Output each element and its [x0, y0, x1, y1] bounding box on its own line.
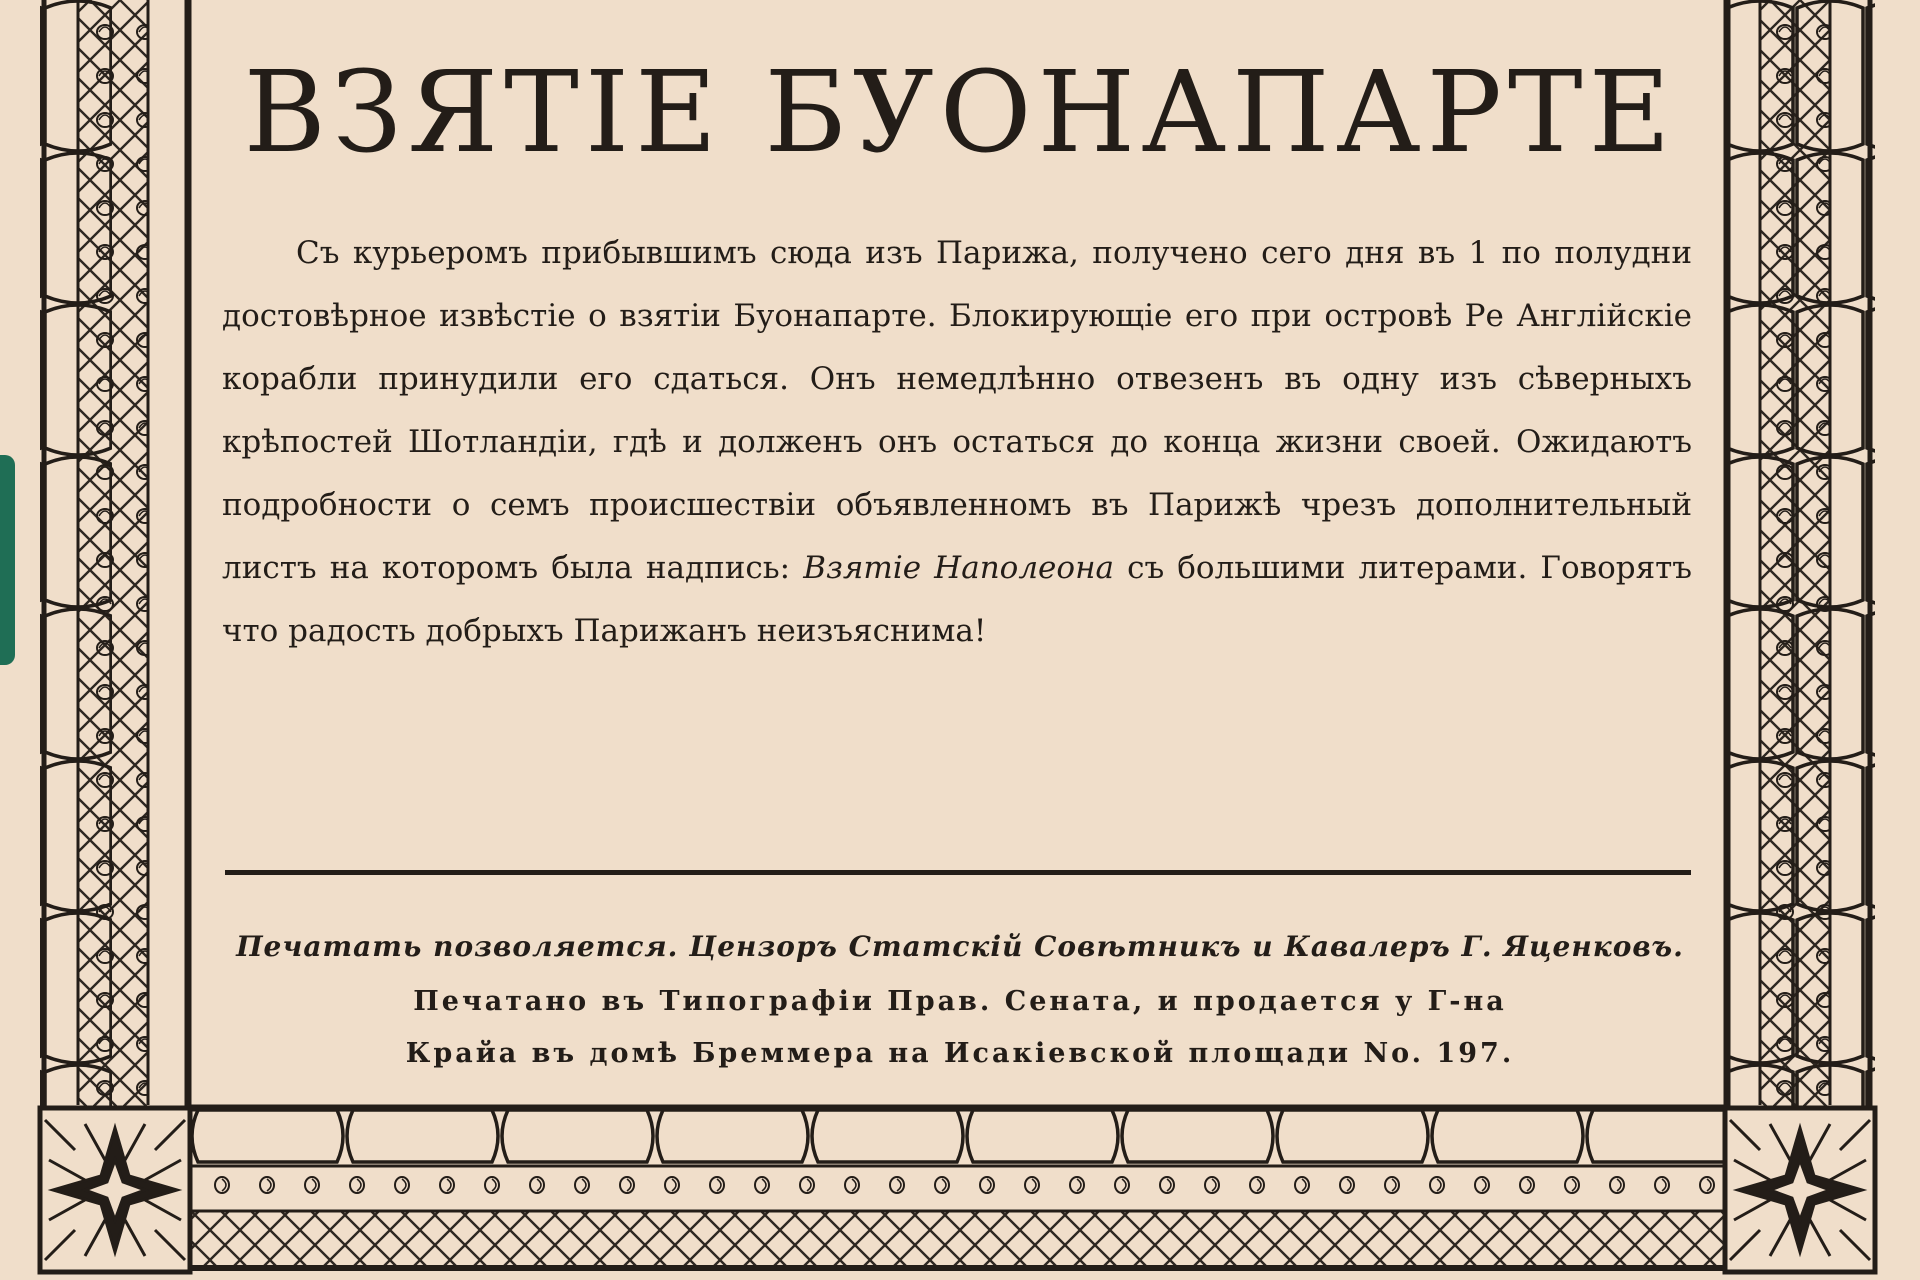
imprint-block [205, 918, 1715, 1080]
divider-rule [225, 870, 1691, 875]
corner-ornament-left [40, 1108, 190, 1272]
imprint-censor-line: Печатать позволяется. Цензоръ Статскій Совѣтникъ и Кавалеръ Г. Яценковъ. [236, 930, 1684, 963]
notice-content [205, 0, 1715, 1100]
notice-body [222, 222, 1692, 663]
imprint-address-line: Крайа въ домѣ Бреммера на Исакіевской площади No. 197. [405, 1038, 1515, 1069]
body-italic-phrase: Взятіе Наполеона [803, 550, 1114, 586]
corner-ornament-right [1725, 1108, 1875, 1272]
body-text-part-1: Съ курьеромъ прибывшимъ сюда изъ Парижа, получено сего дня въ 1 по полудни достовѣрное извѣстіе о взятіи Буонапарте. Блокирующіе его при островѣ Ре Англійскіе корабли принудили его сдаться. Онъ немедлѣнно отвезенъ въ одну изъ сѣверныхъ крѣпостей Шотландіи, гдѣ и долженъ онъ остаться до конца жизни своей. Ожидаютъ подробности о семъ происшествіи объявленномъ въ Парижѣ чрезъ дополнительный листъ на которомъ была надпись: [222, 235, 1692, 586]
body-text-part-2: съ большими литерами. Говорятъ что радость добрыхъ Парижанъ неизъяснима! [222, 550, 1693, 649]
notice-title: ВЗЯТІЕ БУОНАПАРТЕ [243, 48, 1677, 178]
imprint-printer-line: Печатано въ Типографіи Прав. Сената, и продается у Г-на [413, 986, 1507, 1017]
